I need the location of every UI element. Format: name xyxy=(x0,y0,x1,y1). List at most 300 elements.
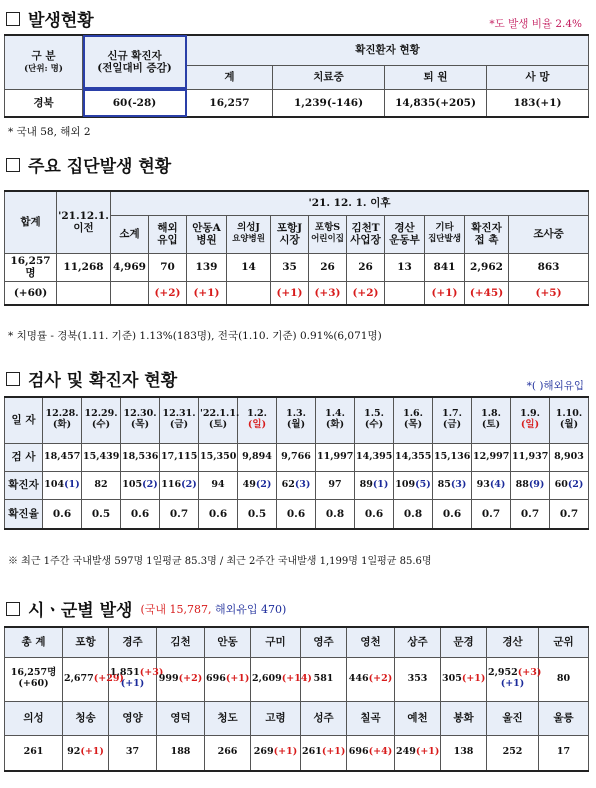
cluster-col-header-line1: 김천T xyxy=(351,221,380,234)
cluster-value-cell: 139 xyxy=(187,253,227,281)
city-header-cell: 경산 xyxy=(487,627,539,657)
city-value-cell xyxy=(347,657,395,701)
city-value-cell xyxy=(395,735,441,771)
tests-count-cell: 15,350 xyxy=(199,443,238,471)
tests-count-cell: 12,997 xyxy=(472,443,511,471)
cluster-value-cell: 863 xyxy=(509,253,589,281)
date-text: 1.4. xyxy=(325,408,345,420)
tests-table xyxy=(4,396,589,530)
confirmed-cell xyxy=(550,471,589,499)
confirmed-count: 85 xyxy=(437,478,451,490)
city-count: 269 xyxy=(253,746,274,758)
tests-count-cell: 11,997 xyxy=(316,443,355,471)
city-change: (+1) xyxy=(415,746,440,758)
tests-date-header xyxy=(355,397,394,443)
tests-count-cell: 15,439 xyxy=(82,443,121,471)
confirmed-count: 88 xyxy=(515,478,529,490)
date-text: 1.10. xyxy=(555,408,583,420)
cluster-col-header-line1: 의성J xyxy=(237,222,260,234)
rate-cell: 0.6 xyxy=(277,499,316,529)
city-header-cell: 고령 xyxy=(251,701,301,735)
cluster-col-header xyxy=(227,215,271,253)
city-value-cell xyxy=(5,657,63,701)
confirmed-count: 89 xyxy=(359,478,373,490)
rate-cell: 0.6 xyxy=(433,499,472,529)
cell-treating: 1,239(-146) xyxy=(273,89,385,117)
date-text: 12.31. xyxy=(162,408,196,420)
section-title-text: 발생현황 xyxy=(28,11,94,31)
cluster-col-header-line1: 기타 xyxy=(435,222,454,234)
city-count: 252 xyxy=(502,746,523,758)
cluster-col-header xyxy=(385,215,425,253)
checkbox-square-icon xyxy=(6,12,20,26)
cluster-col-header-line2: 집단발생 xyxy=(428,234,461,244)
cluster-col-header-line1: 안동A xyxy=(192,221,221,234)
city-header-cell: 김천 xyxy=(157,627,205,657)
tests-date-header xyxy=(199,397,238,443)
tests-count-row xyxy=(5,443,589,471)
city-count: 446 xyxy=(348,672,369,684)
header-status: 확진환자 현황 xyxy=(187,35,589,65)
rate-cell: 0.7 xyxy=(160,499,199,529)
city-change: (+60) xyxy=(18,678,49,689)
confirmed-row-label: 확진자 xyxy=(5,471,43,499)
confirmed-count: 82 xyxy=(94,478,108,490)
tests-date-row xyxy=(5,397,589,443)
city-value-cell xyxy=(301,735,347,771)
confirmed-cell xyxy=(121,471,160,499)
cluster-change-cell: (+5) xyxy=(509,281,589,305)
confirmed-overseas: (2) xyxy=(181,478,197,490)
city-count: 999 xyxy=(158,672,179,684)
city-header-cell: 총 계 xyxy=(5,627,63,657)
cluster-value-cell: 13 xyxy=(385,253,425,281)
confirmed-overseas: (5) xyxy=(415,478,431,490)
cluster-change-cell: (+45) xyxy=(465,281,509,305)
city-count: 581 xyxy=(313,672,334,684)
cluster-col-header-line2: 유입 xyxy=(157,234,178,246)
cluster-col-header xyxy=(347,215,385,253)
city-count: 305 xyxy=(442,672,462,684)
tests-count-cell: 9,766 xyxy=(277,443,316,471)
city-count: 696 xyxy=(348,746,369,758)
city-count: 37 xyxy=(125,746,140,758)
cluster-value-cell: 11,268 xyxy=(57,253,111,281)
section-title-city xyxy=(6,596,286,621)
cluster-col-header-line1: 확진자 xyxy=(471,221,502,234)
confirmed-cell xyxy=(316,471,355,499)
city-overseas-change: (+1) xyxy=(120,678,145,689)
cluster-col-header-line1: 해외 xyxy=(157,221,178,234)
cluster-col-header xyxy=(187,215,227,253)
weekday-text: (수) xyxy=(91,419,111,431)
cell-discharged: 14,835(+205) xyxy=(385,89,487,117)
confirmed-count: 109 xyxy=(395,478,416,490)
tests-date-header xyxy=(394,397,433,443)
cluster-value-cell: 35 xyxy=(271,253,309,281)
tests-confirmed-row xyxy=(5,471,589,499)
date-text: 1.8. xyxy=(481,408,501,420)
date-text: 1.2. xyxy=(247,408,267,420)
cluster-value-cell: 2,962 xyxy=(465,253,509,281)
header-discharged: 퇴 원 xyxy=(385,65,487,89)
city-value-cell xyxy=(205,735,251,771)
cluster-change-cell: (+1) xyxy=(187,281,227,305)
city-change: (+1) xyxy=(80,746,104,758)
cluster-col-header-line2: 사업장 xyxy=(350,234,381,246)
city-header-cell: 영주 xyxy=(301,627,347,657)
confirmed-overseas: (3) xyxy=(294,478,311,490)
cluster-table xyxy=(4,190,589,306)
confirmed-overseas: (2) xyxy=(142,478,158,490)
header-total: 계 xyxy=(187,65,273,89)
tests-date-header xyxy=(277,397,316,443)
city-count: 266 xyxy=(217,746,238,758)
confirmed-count: 60 xyxy=(554,478,568,490)
cluster-change-cell: (+2) xyxy=(149,281,187,305)
cell-new-cases: 60(-28) xyxy=(83,89,187,117)
tests-date-header xyxy=(121,397,160,443)
cluster-change-cell: (+1) xyxy=(271,281,309,305)
confirmed-overseas: (2) xyxy=(567,478,584,490)
city-count: 92 xyxy=(67,746,81,758)
cluster-col-header xyxy=(309,215,347,253)
cluster-col-header-line2: 접 촉 xyxy=(474,234,499,246)
city-header-row-2 xyxy=(5,701,589,735)
date-text: 12.28. xyxy=(45,408,79,420)
tests-count-cell: 8,903 xyxy=(550,443,589,471)
city-change: (+2) xyxy=(178,672,203,684)
cluster-change-cell: (+1) xyxy=(425,281,465,305)
city-header-cell: 울진 xyxy=(487,701,539,735)
city-header-cell: 예천 xyxy=(395,701,441,735)
confirmed-overseas: (1) xyxy=(372,478,389,490)
overseas-legend: *( )해외유입 xyxy=(526,380,584,392)
city-count: 696 xyxy=(206,672,226,684)
city-value-cell xyxy=(347,735,395,771)
cluster-col-header-line1: 경산 xyxy=(394,221,415,234)
rate-cell: 0.8 xyxy=(394,499,433,529)
rate-cell: 0.5 xyxy=(82,499,121,529)
confirmed-cell xyxy=(160,471,199,499)
header-total: 합계 xyxy=(5,191,57,253)
city-value-cell xyxy=(63,735,109,771)
weekday-text: (수) xyxy=(364,419,384,431)
city-header-cell: 경주 xyxy=(109,627,157,657)
weekday-text: (일) xyxy=(247,419,267,431)
weekday-text: (금) xyxy=(442,419,462,431)
city-value-row-1 xyxy=(5,657,589,701)
tests-row-label: 검 사 xyxy=(5,443,43,471)
rate-cell: 0.7 xyxy=(472,499,511,529)
city-value-cell xyxy=(539,657,589,701)
city-header-row-1 xyxy=(5,627,589,657)
tests-header-label: 일 자 xyxy=(5,397,43,443)
rate-cell: 0.7 xyxy=(511,499,550,529)
rate-cell: 0.8 xyxy=(316,499,355,529)
section-title-text: 시ㆍ군별 발생 xyxy=(28,601,133,621)
confirmed-count: 94 xyxy=(211,478,225,490)
section-title-tests xyxy=(6,366,177,391)
confirmed-overseas: (2) xyxy=(255,478,272,490)
outbreak-table xyxy=(4,34,589,118)
cluster-col-header-line2: 병원 xyxy=(196,234,217,246)
city-value-cell xyxy=(205,657,251,701)
tests-count-cell: 11,937 xyxy=(511,443,550,471)
city-header-cell: 봉화 xyxy=(441,701,487,735)
cluster-change-cell xyxy=(385,281,425,305)
ratio-note: *도 발생 비율 2.4% xyxy=(489,18,582,30)
tests-rate-row xyxy=(5,499,589,529)
tests-date-header xyxy=(550,397,589,443)
tests-date-header xyxy=(511,397,550,443)
city-count: 2,952 xyxy=(488,667,518,679)
cluster-value-cell: 26 xyxy=(347,253,385,281)
tests-date-header xyxy=(472,397,511,443)
section-title-outbreak xyxy=(6,6,94,31)
confirmed-cell xyxy=(43,471,82,499)
cluster-value-cell: 26 xyxy=(309,253,347,281)
city-value-row-2 xyxy=(5,735,589,771)
city-change: (+1) xyxy=(225,672,250,684)
city-value-cell xyxy=(441,735,487,771)
rate-cell: 0.6 xyxy=(43,499,82,529)
city-count: 16,257명 xyxy=(10,667,57,679)
tests-date-header xyxy=(43,397,82,443)
confirmed-cell xyxy=(238,471,277,499)
tests-count-cell: 14,395 xyxy=(355,443,394,471)
cluster-change-cell: (+60) xyxy=(5,281,57,305)
weekday-text: (금) xyxy=(169,419,189,431)
city-header-cell: 상주 xyxy=(395,627,441,657)
weekday-text: (목) xyxy=(130,419,150,431)
header-new-cases: 신규 확진자 (전일대비 증감) xyxy=(83,35,187,89)
city-header-cell: 안동 xyxy=(205,627,251,657)
city-value-cell xyxy=(157,735,205,771)
cluster-col-header-line1: 포항J xyxy=(276,221,303,234)
cluster-change-cell: (+3) xyxy=(309,281,347,305)
confirmed-cell xyxy=(277,471,316,499)
header-gubun: 구 분 (단위: 명) xyxy=(5,35,83,89)
weekday-text: (화) xyxy=(325,419,345,431)
cluster-value-cell: 16,257명 xyxy=(5,253,57,281)
city-change: (+4) xyxy=(368,746,393,758)
confirmed-overseas: (9) xyxy=(528,478,545,490)
tests-count-cell: 18,536 xyxy=(121,443,160,471)
weekday-text: (일) xyxy=(520,419,540,431)
city-header-cell: 군위 xyxy=(539,627,589,657)
rate-cell: 0.6 xyxy=(121,499,160,529)
rate-cell: 0.6 xyxy=(355,499,394,529)
city-value-cell xyxy=(251,735,301,771)
date-text: 1.5. xyxy=(364,408,384,420)
confirmed-cell xyxy=(433,471,472,499)
city-value-cell xyxy=(157,657,205,701)
rate-cell: 0.5 xyxy=(238,499,277,529)
section-title-clusters xyxy=(6,152,171,177)
city-change: (+2) xyxy=(368,672,393,684)
cluster-row-changes xyxy=(5,281,589,305)
confirmed-count: 62 xyxy=(281,478,295,490)
city-overseas-change: (+1) xyxy=(500,678,525,689)
city-value-cell xyxy=(63,657,124,701)
header-before: '21.12.1. 이전 xyxy=(57,191,111,253)
city-header-cell: 구미 xyxy=(251,627,301,657)
cluster-col-header-line2: 요양병원 xyxy=(232,234,265,244)
footnote-fatality: * 치명률 - 경북(1.11. 기준) 1.13%(183명), 전국(1.10. 기준) 0.91%(6,071명) xyxy=(8,330,382,342)
cluster-change-cell xyxy=(227,281,271,305)
city-value-cell xyxy=(251,657,312,701)
cell-death: 183(+1) xyxy=(487,89,589,117)
city-table xyxy=(4,626,589,772)
city-header-cell: 칠곡 xyxy=(347,701,395,735)
cluster-col-header-line2: 어린이집 xyxy=(311,234,344,244)
cluster-value-cell: 70 xyxy=(149,253,187,281)
tests-count-cell: 18,457 xyxy=(43,443,82,471)
city-count: 80 xyxy=(556,672,571,684)
city-change: (+1) xyxy=(321,746,346,758)
city-count: 1,851 xyxy=(110,667,140,679)
confirmed-overseas: (1) xyxy=(64,478,80,490)
cluster-col-header-line1: 조사중 xyxy=(533,227,564,240)
city-value-cell xyxy=(539,735,589,771)
checkbox-square-icon xyxy=(6,602,20,616)
city-change: (+3) xyxy=(517,667,542,679)
tests-date-header xyxy=(238,397,277,443)
checkbox-square-icon xyxy=(6,372,20,386)
city-header-cell: 울릉 xyxy=(539,701,589,735)
city-header-cell: 영천 xyxy=(347,627,395,657)
section-title-text: 주요 집단발생 현황 xyxy=(28,157,172,177)
confirmed-count: 49 xyxy=(242,478,256,490)
footnote-domestic-overseas: * 국내 58, 해외 2 xyxy=(8,126,91,138)
confirmed-count: 97 xyxy=(328,478,342,490)
header-after: '21. 12. 1. 이후 xyxy=(111,191,589,215)
tests-date-header xyxy=(433,397,472,443)
confirmed-overseas: (3) xyxy=(450,478,467,490)
city-count: 138 xyxy=(453,746,474,758)
city-header-cell: 문경 xyxy=(441,627,487,657)
footnote-weekly: ※ 최근 1주간 국내발생 597명 1일평균 85.3명 / 최근 2주간 국내발생 1,199명 1일평균 85.6명 xyxy=(8,556,432,567)
date-text: 1.3. xyxy=(286,408,306,420)
confirmed-cell xyxy=(199,471,238,499)
confirmed-cell xyxy=(355,471,394,499)
cluster-col-header xyxy=(271,215,309,253)
row-region: 경북 xyxy=(5,89,83,117)
cluster-value-cell: 841 xyxy=(425,253,465,281)
rate-row-label: 확진율 xyxy=(5,499,43,529)
tests-count-cell: 9,894 xyxy=(238,443,277,471)
city-header-cell: 청송 xyxy=(63,701,109,735)
city-header-cell: 청도 xyxy=(205,701,251,735)
city-count: 2,677 xyxy=(64,672,94,684)
header-treating: 치료중 xyxy=(273,65,385,89)
tests-date-header xyxy=(82,397,121,443)
weekday-text: (월) xyxy=(286,419,306,431)
tests-count-cell: 14,355 xyxy=(394,443,433,471)
city-count: 188 xyxy=(170,746,191,758)
cluster-value-cell: 14 xyxy=(227,253,271,281)
date-text: 12.29. xyxy=(84,408,118,420)
cluster-col-header-line2: 운동부 xyxy=(389,234,420,246)
confirmed-count: 93 xyxy=(476,478,490,490)
city-header-cell: 의성 xyxy=(5,701,63,735)
cluster-col-header xyxy=(465,215,509,253)
tests-date-header xyxy=(160,397,199,443)
city-count: 2,609 xyxy=(252,672,282,684)
cluster-col-header xyxy=(149,215,187,253)
weekday-text: (토) xyxy=(208,419,228,431)
confirmed-overseas: (4) xyxy=(489,478,506,490)
city-change: (+3) xyxy=(139,667,164,679)
weekday-text: (토) xyxy=(481,419,501,431)
date-text: 1.6. xyxy=(403,408,423,420)
date-text: 1.7. xyxy=(442,408,462,420)
cluster-col-header xyxy=(509,215,589,253)
city-count: 17 xyxy=(556,746,571,758)
city-value-cell xyxy=(487,657,542,701)
cluster-change-cell xyxy=(57,281,111,305)
cluster-change-cell xyxy=(111,281,149,305)
cluster-col-header xyxy=(425,215,465,253)
checkbox-square-icon xyxy=(6,158,20,172)
cluster-col-header-line1: 포항S xyxy=(314,222,341,234)
city-header-cell: 포항 xyxy=(63,627,109,657)
rate-cell: 0.6 xyxy=(199,499,238,529)
confirmed-count: 104 xyxy=(44,478,65,490)
city-header-cell: 성주 xyxy=(301,701,347,735)
city-change: (+1) xyxy=(461,672,486,684)
cell-total: 16,257 xyxy=(187,89,273,117)
cluster-col-header-line2: 시장 xyxy=(279,234,300,246)
city-change: (+29) xyxy=(93,672,124,684)
city-count: 261 xyxy=(23,746,44,758)
section4-summary: (국내 15,787, 해외유입 470) xyxy=(140,602,287,616)
rate-cell: 0.7 xyxy=(550,499,589,529)
section-title-text: 검사 및 확진자 현황 xyxy=(28,371,178,391)
cluster-col-header-line1: 소계 xyxy=(119,227,140,240)
city-count: 353 xyxy=(407,672,428,684)
tests-count-cell: 15,136 xyxy=(433,443,472,471)
confirmed-cell xyxy=(82,471,121,499)
city-value-cell xyxy=(109,735,157,771)
weekday-text: (화) xyxy=(52,419,72,431)
cluster-col-header xyxy=(111,215,149,253)
weekday-text: (목) xyxy=(403,419,423,431)
city-header-cell: 영양 xyxy=(109,701,157,735)
confirmed-cell xyxy=(394,471,433,499)
header-death: 사 망 xyxy=(487,65,589,89)
date-text: 1.9. xyxy=(520,408,540,420)
city-count: 261 xyxy=(302,746,322,758)
cluster-change-cell: (+2) xyxy=(347,281,385,305)
confirmed-cell xyxy=(472,471,511,499)
city-count: 249 xyxy=(396,746,416,758)
city-change: (+14) xyxy=(281,672,312,684)
cluster-value-cell: 4,969 xyxy=(111,253,149,281)
city-value-cell xyxy=(487,735,539,771)
city-value-cell xyxy=(395,657,441,701)
confirmed-cell xyxy=(511,471,550,499)
tests-count-cell: 17,115 xyxy=(160,443,199,471)
confirmed-count: 105 xyxy=(122,478,143,490)
city-value-cell xyxy=(441,657,487,701)
date-text: 12.30. xyxy=(123,408,157,420)
city-change: (+1) xyxy=(273,746,298,758)
tests-date-header xyxy=(316,397,355,443)
city-header-cell: 영덕 xyxy=(157,701,205,735)
city-value-cell xyxy=(5,735,63,771)
